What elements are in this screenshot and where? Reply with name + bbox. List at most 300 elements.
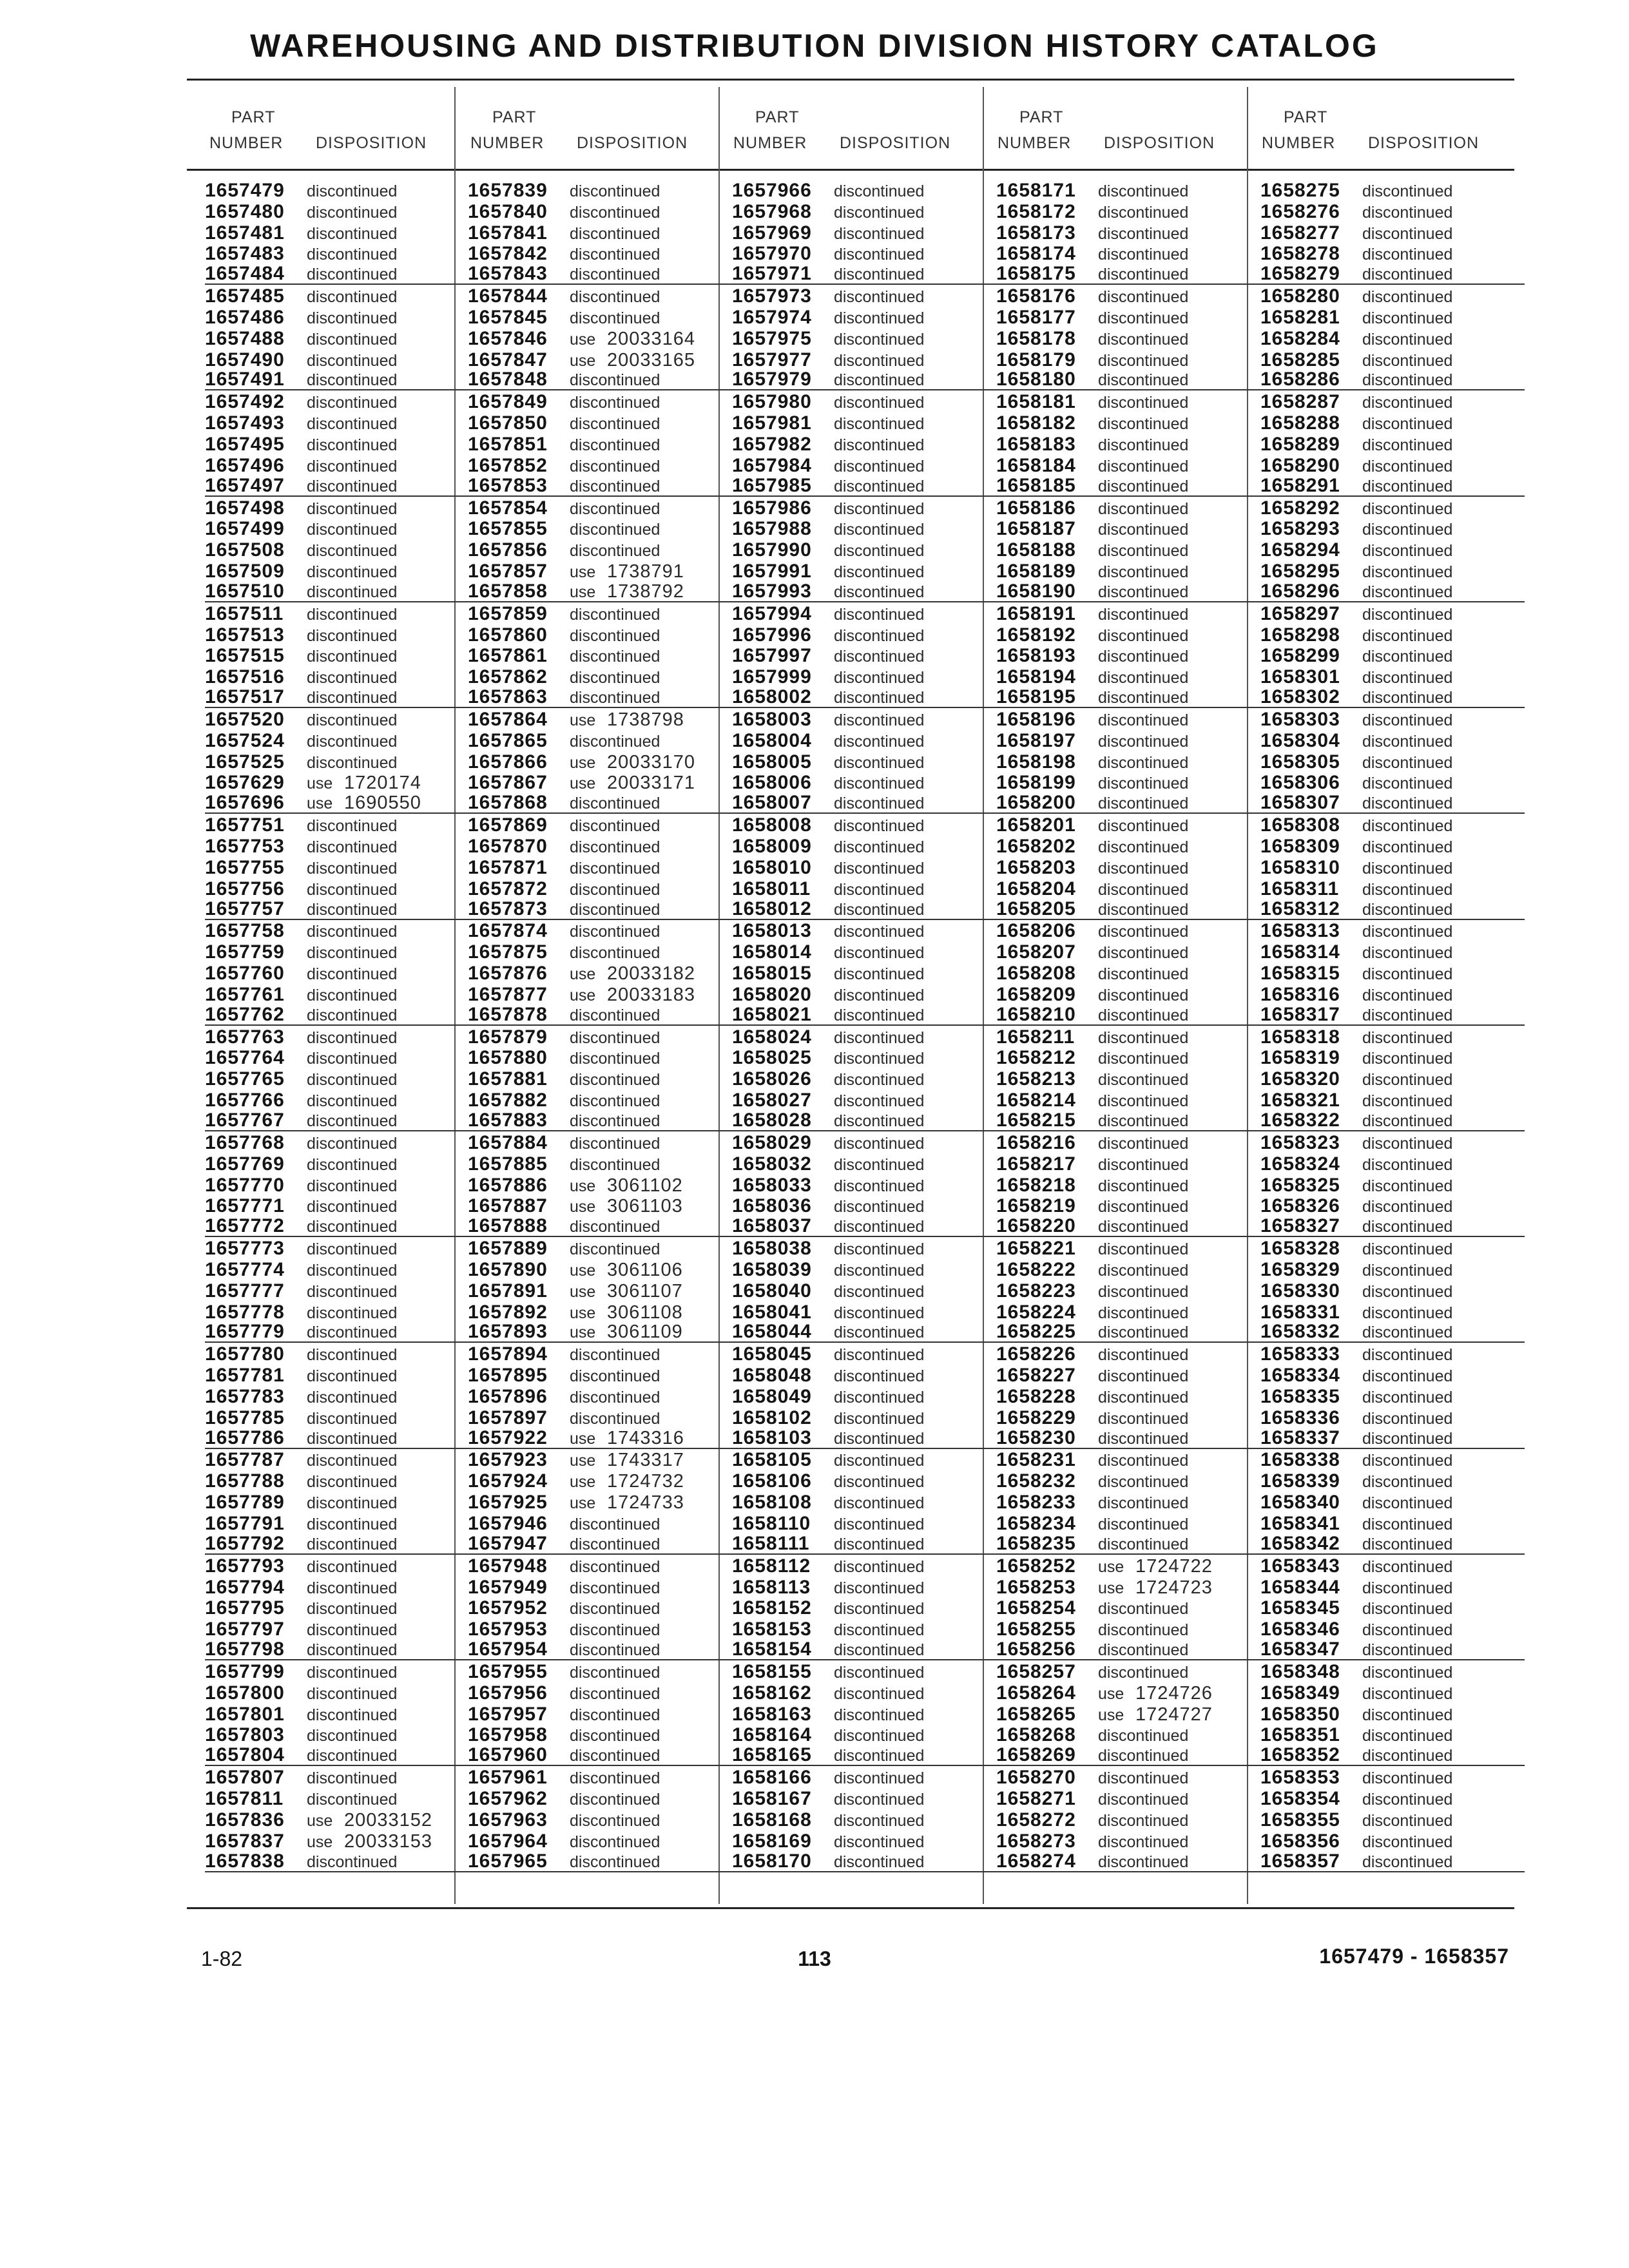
part-number: 1658286 <box>1260 369 1340 390</box>
footer-code: 1-82 <box>201 1947 243 1970</box>
disposition: discontinued <box>1362 900 1453 919</box>
part-number: 1657844 <box>468 285 548 307</box>
part-number: 1657953 <box>468 1619 548 1640</box>
disposition: discontinued <box>570 1811 660 1830</box>
disposition: discontinued <box>570 309 660 327</box>
disposition: discontinued <box>1362 1515 1453 1533</box>
disposition: discontinued <box>1362 203 1453 222</box>
disposition: discontinued <box>570 1706 660 1724</box>
part-number: 1658347 <box>1260 1639 1340 1660</box>
disposition: discontinued <box>1362 371 1453 390</box>
disposition: discontinued <box>307 1155 398 1174</box>
part-number: 1657878 <box>468 1003 548 1025</box>
disposition: discontinued <box>1362 1303 1453 1322</box>
disposition: discontinued <box>307 582 398 601</box>
part-number: 1658295 <box>1260 561 1340 582</box>
disposition: discontinued <box>1362 1811 1453 1830</box>
table-row <box>1260 1724 1525 1745</box>
part-number: 1657999 <box>732 666 812 688</box>
table-row <box>732 179 996 200</box>
part-number: 1658152 <box>732 1597 812 1619</box>
part-number: 1658281 <box>1260 306 1340 328</box>
table-row <box>468 1026 732 1047</box>
table-row <box>468 772 732 793</box>
disposition: discontinued <box>834 1494 925 1513</box>
table-row <box>205 687 469 708</box>
table-row <box>1260 1597 1525 1619</box>
disposition: discontinued <box>834 1641 925 1660</box>
part-number: 1657767 <box>205 1109 285 1131</box>
header-number: NUMBER <box>1262 134 1336 152</box>
disposition: discontinued <box>1098 1198 1189 1216</box>
table-row <box>732 708 996 729</box>
part-number: 1657794 <box>205 1576 285 1598</box>
table-row <box>468 1195 732 1216</box>
part-number: 1657779 <box>205 1321 285 1343</box>
table-row <box>996 1195 1260 1216</box>
part-number: 1658176 <box>996 285 1076 307</box>
part-number: 1658198 <box>996 751 1076 773</box>
table-row <box>996 1216 1260 1237</box>
disposition: discontinued <box>1362 794 1453 813</box>
disposition: discontinued <box>570 817 660 836</box>
part-number: 1657486 <box>205 306 285 328</box>
disposition: discontinued <box>1098 477 1189 495</box>
disposition: discontinued <box>1098 1240 1189 1259</box>
part-number: 1657849 <box>468 391 548 413</box>
disposition: discontinued <box>570 371 660 390</box>
disposition: discontinued <box>834 351 925 370</box>
part-number: 1657862 <box>468 666 548 688</box>
disposition: discontinued <box>570 1557 660 1576</box>
table-row <box>205 1322 469 1343</box>
table-row <box>468 1512 732 1533</box>
disposition: discontinued <box>1098 944 1189 963</box>
part-number: 1657986 <box>732 497 812 519</box>
disposition: discontinued <box>1362 582 1453 601</box>
table-row <box>1260 1830 1525 1851</box>
disposition: discontinued <box>307 1240 398 1259</box>
disposition: discontinued <box>1098 817 1189 836</box>
disposition: discontinued <box>307 605 398 624</box>
part-number: 1658334 <box>1260 1365 1340 1387</box>
disposition: discontinued <box>1362 1409 1453 1428</box>
part-number: 1658268 <box>996 1724 1076 1746</box>
table-row <box>468 1724 732 1745</box>
table-row <box>996 264 1260 285</box>
table-row <box>205 729 469 751</box>
disposition: discontinued <box>1098 1177 1189 1195</box>
table-row <box>732 349 996 370</box>
part-number: 1657513 <box>205 624 285 646</box>
table-row <box>468 751 732 772</box>
part-number: 1658349 <box>1260 1682 1340 1704</box>
header-disposition: DISPOSITION <box>1104 134 1215 152</box>
part-number: 1658011 <box>732 878 811 899</box>
disposition: discontinued <box>307 436 398 454</box>
part-number: 1658041 <box>732 1301 812 1323</box>
table-row <box>468 941 732 962</box>
table-row <box>1260 476 1525 497</box>
disposition: discontinued <box>307 1494 398 1513</box>
table-row <box>996 983 1260 1004</box>
part-number: 1658206 <box>996 920 1076 942</box>
part-number: 1657803 <box>205 1724 285 1746</box>
disposition: discontinued <box>1098 900 1189 919</box>
disposition: discontinued <box>834 1006 925 1024</box>
part-number: 1658048 <box>732 1365 812 1387</box>
disposition: discontinued <box>1362 1134 1453 1153</box>
table-row <box>996 772 1260 793</box>
part-number: 1658291 <box>1260 474 1340 496</box>
disposition: use 20033183 <box>570 984 696 1005</box>
part-number: 1658191 <box>996 602 1076 624</box>
disposition: discontinued <box>570 669 660 687</box>
part-number: 1658188 <box>996 539 1076 561</box>
disposition: discontinued <box>570 732 660 751</box>
part-number: 1658155 <box>732 1660 812 1682</box>
table-row <box>1260 645 1525 666</box>
disposition: discontinued <box>834 1240 925 1259</box>
table-row <box>732 772 996 793</box>
part-number: 1657925 <box>468 1492 548 1514</box>
table-row <box>996 222 1260 243</box>
part-number: 1658162 <box>732 1682 812 1704</box>
part-number: 1657948 <box>468 1555 548 1577</box>
part-number: 1658234 <box>996 1513 1076 1534</box>
part-number: 1658336 <box>1260 1407 1340 1428</box>
part-number: 1657875 <box>468 941 548 963</box>
part-number: 1658306 <box>1260 772 1340 794</box>
table-row <box>996 1026 1260 1047</box>
table-row <box>732 433 996 454</box>
disposition: discontinued <box>307 288 398 307</box>
disposition: discontinued <box>307 1177 398 1195</box>
disposition: discontinued <box>1098 1852 1189 1871</box>
disposition: discontinued <box>1362 1177 1453 1195</box>
part-number: 1657762 <box>205 1003 285 1025</box>
table-row <box>996 1809 1260 1830</box>
part-number: 1657781 <box>205 1365 285 1387</box>
part-number: 1658186 <box>996 497 1076 519</box>
table-row <box>468 708 732 729</box>
disposition: discontinued <box>570 477 660 495</box>
table-row <box>468 878 732 899</box>
table-row <box>732 1470 996 1491</box>
disposition: discontinued <box>1362 1494 1453 1513</box>
part-number: 1657791 <box>205 1513 285 1534</box>
part-number: 1657870 <box>468 836 548 857</box>
part-number: 1657798 <box>205 1639 285 1660</box>
part-number: 1658180 <box>996 369 1076 390</box>
disposition: discontinued <box>1098 1832 1189 1851</box>
part-number: 1658317 <box>1260 1003 1340 1025</box>
part-number: 1658217 <box>996 1153 1076 1175</box>
table-row <box>205 518 469 539</box>
table-row <box>1260 1428 1525 1449</box>
part-number: 1657496 <box>205 454 285 476</box>
part-number: 1657515 <box>205 645 285 667</box>
disposition: discontinued <box>307 753 398 772</box>
disposition: discontinued <box>1362 753 1453 772</box>
part-number: 1657780 <box>205 1343 285 1365</box>
table-row <box>732 729 996 751</box>
disposition: discontinued <box>834 732 925 751</box>
disposition: discontinued <box>834 1811 925 1830</box>
disposition: discontinued <box>570 1852 660 1871</box>
part-number: 1658312 <box>1260 898 1340 919</box>
disposition: discontinued <box>570 1769 660 1788</box>
disposition: discontinued <box>1362 1557 1453 1576</box>
header-rule <box>187 169 1514 171</box>
table-row <box>205 539 469 560</box>
part-number: 1657751 <box>205 814 285 836</box>
part-number: 1658178 <box>996 327 1076 349</box>
table-row <box>1260 814 1525 835</box>
disposition: discontinued <box>1098 794 1189 813</box>
table-row <box>1260 1787 1525 1809</box>
disposition: discontinued <box>1098 1282 1189 1301</box>
table-row <box>732 200 996 222</box>
disposition: discontinued <box>1098 1769 1189 1788</box>
disposition: discontinued <box>1362 1473 1453 1492</box>
part-number: 1657997 <box>732 645 812 667</box>
table-row <box>205 370 469 391</box>
table-row <box>1260 349 1525 370</box>
part-number: 1658021 <box>732 1003 812 1025</box>
table-row <box>732 476 996 497</box>
part-number: 1658315 <box>1260 963 1340 985</box>
table-row <box>205 602 469 624</box>
part-number: 1658219 <box>996 1195 1076 1217</box>
part-number: 1658105 <box>732 1449 812 1471</box>
disposition: discontinued <box>1362 1832 1453 1851</box>
disposition: discontinued <box>570 1155 660 1174</box>
table-row <box>996 1512 1260 1533</box>
table-row <box>996 1385 1260 1407</box>
table-row <box>1260 539 1525 560</box>
part-number: 1658296 <box>1260 580 1340 602</box>
table-row <box>732 1428 996 1449</box>
disposition: discontinued <box>1098 1429 1189 1448</box>
disposition: discontinued <box>834 986 925 1004</box>
part-number: 1657955 <box>468 1660 548 1682</box>
disposition: use 1724727 <box>1098 1704 1213 1725</box>
disposition: discontinued <box>1362 944 1453 963</box>
disposition: discontinued <box>307 732 398 751</box>
page-number: 113 <box>798 1947 831 1970</box>
table-row <box>1260 179 1525 200</box>
part-number: 1657868 <box>468 792 548 814</box>
part-number: 1657961 <box>468 1767 548 1789</box>
part-number: 1657866 <box>468 751 548 773</box>
part-number: 1658174 <box>996 243 1076 265</box>
table-row <box>996 200 1260 222</box>
part-number: 1658264 <box>996 1682 1076 1704</box>
table-row <box>205 1555 469 1576</box>
table-row <box>205 899 469 920</box>
table-row <box>996 1830 1260 1851</box>
disposition: discontinued <box>834 542 925 561</box>
table-row <box>205 1343 469 1364</box>
table-row <box>468 1110 732 1131</box>
table-row <box>732 243 996 264</box>
disposition: discontinued <box>570 923 660 941</box>
disposition: discontinued <box>834 1515 925 1533</box>
part-number: 1657962 <box>468 1787 548 1809</box>
part-number: 1658220 <box>996 1215 1076 1237</box>
table-row <box>205 1745 469 1766</box>
table-row <box>205 476 469 497</box>
part-number: 1657864 <box>468 708 548 730</box>
part-number: 1658272 <box>996 1809 1076 1831</box>
part-number: 1657777 <box>205 1280 285 1302</box>
part-number: 1658154 <box>732 1639 812 1660</box>
table-row <box>468 687 732 708</box>
disposition: discontinued <box>307 1727 398 1745</box>
part-number: 1658171 <box>996 179 1076 201</box>
table-row <box>468 581 732 602</box>
part-number: 1657778 <box>205 1301 285 1323</box>
part-number: 1657801 <box>205 1703 285 1725</box>
part-number: 1658311 <box>1260 878 1340 899</box>
part-number: 1657797 <box>205 1619 285 1640</box>
table-row <box>205 1766 469 1787</box>
table-row <box>1260 1047 1525 1068</box>
disposition: discontinued <box>307 563 398 582</box>
part-number: 1658002 <box>732 686 812 708</box>
table-row <box>732 666 996 687</box>
part-number: 1657856 <box>468 539 548 561</box>
table-row <box>996 1766 1260 1787</box>
part-number: 1658189 <box>996 561 1076 582</box>
table-row <box>1260 497 1525 518</box>
disposition: discontinued <box>307 1092 398 1111</box>
table-row <box>468 1216 732 1237</box>
table-row <box>205 1618 469 1639</box>
table-row <box>1260 687 1525 708</box>
part-number: 1657497 <box>205 474 285 496</box>
table-row <box>205 1533 469 1555</box>
part-number: 1658214 <box>996 1090 1076 1111</box>
table-row <box>468 814 732 835</box>
table-row <box>1260 412 1525 433</box>
table-row <box>996 1089 1260 1110</box>
table-row <box>732 1364 996 1385</box>
part-number: 1657756 <box>205 878 285 899</box>
disposition: discontinued <box>1098 1600 1189 1619</box>
part-number: 1658232 <box>996 1470 1076 1492</box>
part-number: 1658226 <box>996 1343 1076 1365</box>
disposition: discontinued <box>834 1346 925 1365</box>
table-row <box>996 1131 1260 1153</box>
table-row <box>468 285 732 306</box>
part-number: 1657509 <box>205 561 285 582</box>
part-number: 1658108 <box>732 1492 812 1514</box>
table-row <box>468 327 732 349</box>
disposition: discontinued <box>834 1452 925 1470</box>
disposition: discontinued <box>1098 351 1189 370</box>
table-row <box>1260 1258 1525 1280</box>
part-number: 1657871 <box>468 856 548 878</box>
part-number: 1658314 <box>1260 941 1340 963</box>
disposition: discontinued <box>834 1303 925 1322</box>
header-number: NUMBER <box>209 134 284 152</box>
disposition: discontinued <box>1098 965 1189 984</box>
disposition: discontinued <box>570 1218 660 1236</box>
table-row <box>205 1470 469 1491</box>
part-number: 1658110 <box>732 1513 811 1534</box>
disposition: discontinued <box>307 371 398 390</box>
table-row <box>1260 243 1525 264</box>
disposition: discontinued <box>1098 1346 1189 1365</box>
disposition: discontinued <box>1362 1346 1453 1365</box>
table-row <box>996 1555 1260 1576</box>
disposition: discontinued <box>307 689 398 707</box>
table-row <box>996 1153 1260 1174</box>
disposition: use 3061103 <box>570 1196 683 1217</box>
disposition: discontinued <box>1362 1028 1453 1047</box>
disposition: discontinued <box>834 182 925 200</box>
part-number: 1657860 <box>468 624 548 646</box>
table-row <box>468 1682 732 1703</box>
table-row <box>732 1195 996 1216</box>
header-disposition: DISPOSITION <box>577 134 688 152</box>
disposition: discontinued <box>834 330 925 349</box>
table-row <box>996 1618 1260 1639</box>
disposition: discontinued <box>834 1429 925 1448</box>
part-number: 1657965 <box>468 1850 548 1872</box>
part-number: 1657952 <box>468 1597 548 1619</box>
disposition: discontinued <box>1362 457 1453 476</box>
disposition: discontinued <box>834 1155 925 1174</box>
disposition: discontinued <box>1362 499 1453 518</box>
disposition: discontinued <box>834 309 925 327</box>
table-row <box>996 751 1260 772</box>
part-number: 1657783 <box>205 1385 285 1407</box>
table-row <box>205 1639 469 1660</box>
part-number: 1658175 <box>996 263 1076 285</box>
part-number: 1657867 <box>468 772 548 794</box>
table-row <box>468 1343 732 1364</box>
table-row <box>205 920 469 941</box>
disposition: discontinued <box>1098 732 1189 751</box>
table-row <box>468 370 732 391</box>
table-row <box>732 1174 996 1195</box>
table-row <box>996 1851 1260 1872</box>
part-number: 1658193 <box>996 645 1076 667</box>
table-row <box>1260 560 1525 581</box>
disposition: discontinued <box>1362 265 1453 284</box>
part-number: 1657988 <box>732 518 812 540</box>
table-row <box>732 602 996 624</box>
part-number: 1658253 <box>996 1576 1076 1598</box>
part-number: 1658029 <box>732 1131 812 1153</box>
part-number: 1658225 <box>996 1321 1076 1343</box>
table-row <box>1260 1237 1525 1258</box>
disposition: use 1724733 <box>570 1492 684 1514</box>
part-number: 1658275 <box>1260 179 1340 201</box>
table-row <box>996 1703 1260 1724</box>
table-row <box>996 285 1260 306</box>
table-row <box>732 1809 996 1830</box>
part-number: 1657499 <box>205 518 285 540</box>
part-number: 1657873 <box>468 898 548 919</box>
part-number: 1657800 <box>205 1682 285 1704</box>
disposition: discontinued <box>1362 986 1453 1004</box>
disposition: discontinued <box>570 265 660 284</box>
table-row <box>468 920 732 941</box>
